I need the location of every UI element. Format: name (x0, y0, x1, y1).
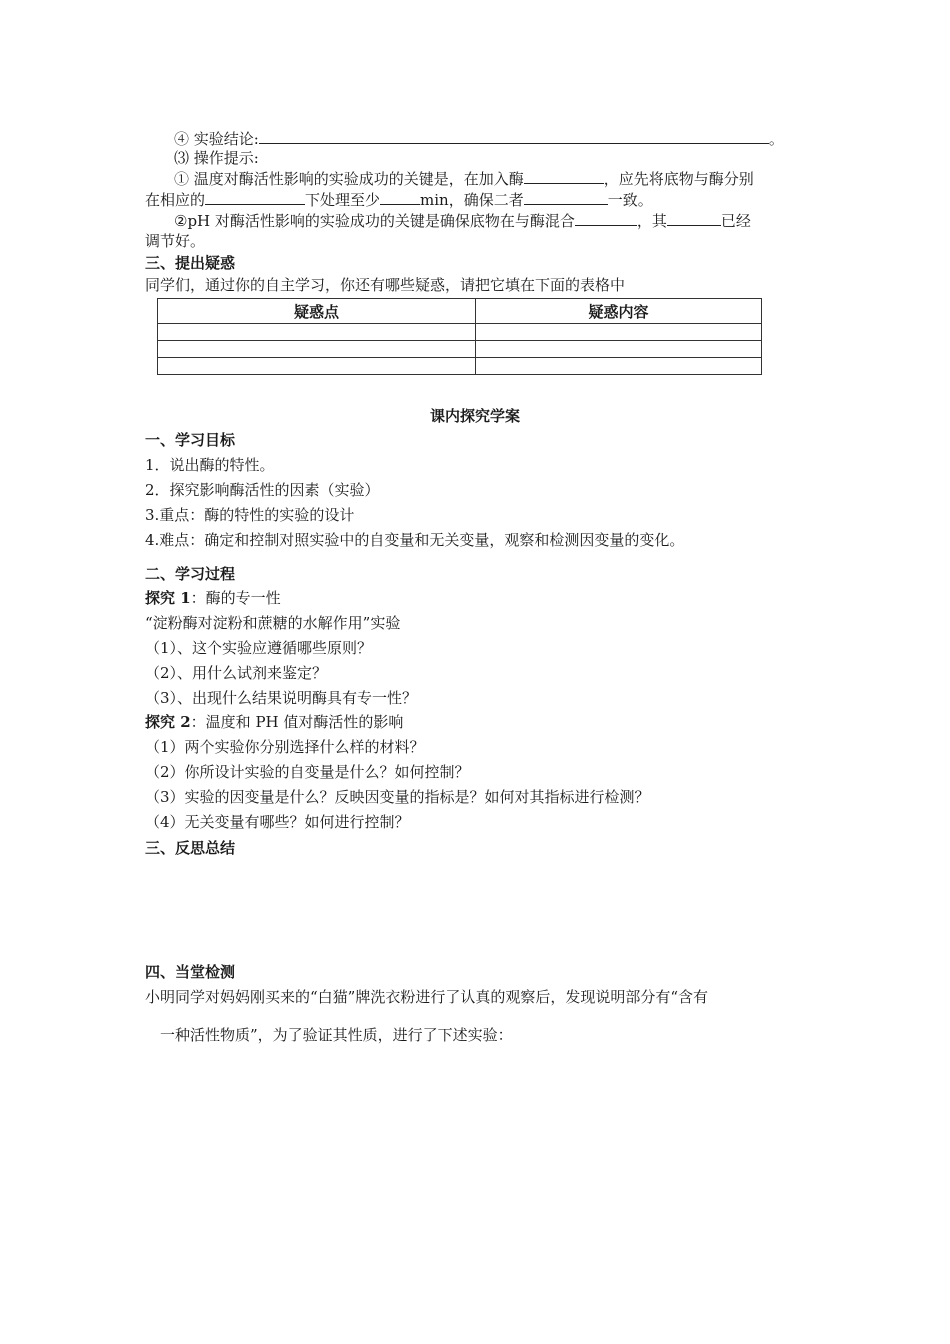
table-cell[interactable] (476, 358, 762, 375)
tip2-text-c: 已经 (720, 212, 751, 230)
tip2-blank-1[interactable] (575, 210, 637, 226)
inquiry1-line: （3）、出现什么结果说明酶具有专一性？ (145, 689, 418, 707)
inquiry1-line: “淀粉酶对淀粉和蔗糖的水解作用”实验 (145, 614, 401, 632)
tip1-line2 (145, 189, 653, 210)
plan-title: 课内探究学案 (429, 407, 520, 425)
conclusion-blank[interactable] (259, 128, 769, 144)
tip2-line1 (174, 210, 751, 231)
tip2-blank-2[interactable] (667, 210, 721, 226)
table-cell[interactable] (158, 341, 476, 358)
inquiry2-label: 探究 2 (145, 713, 191, 731)
process-heading: 二、学习过程 (145, 565, 236, 583)
doubt-column-content: 疑惑内容 (476, 299, 762, 324)
tip1-text-f: 一致。 (607, 191, 653, 209)
reflect-heading: 三、反思总结 (145, 839, 236, 857)
section3-intro: 同学们，通过你的自主学习，你还有哪些疑惑，请把它填在下面的表格中 (145, 276, 626, 294)
conclusion-line (174, 128, 784, 149)
test-line-2: 一种活性物质”，为了验证其性质，进行了下述实验： (160, 1026, 513, 1044)
tip1-line1 (174, 168, 754, 189)
inquiry1-text: ：酶的专一性 (190, 589, 281, 607)
tip1-text-e: min，确保二者 (420, 191, 524, 209)
tip1-text-b: ，应先将底物与酶分别 (603, 170, 754, 188)
table-row (158, 341, 762, 358)
tip1-blank-1[interactable] (524, 168, 604, 184)
tip1-text-d: 下处理至少 (305, 191, 381, 209)
tip1-blank-4[interactable] (524, 189, 608, 205)
tips-heading: ⑶ 操作提示: (174, 149, 259, 167)
inquiry2-line: （3）实验的因变量是什么？反映因变量的指标是？如何对其指标进行检测？ (145, 788, 650, 806)
table-row (158, 358, 762, 375)
goal-item: 1．说出酶的特性。 (145, 456, 275, 474)
table-cell[interactable] (158, 358, 476, 375)
table-cell[interactable] (158, 324, 476, 341)
table-cell[interactable] (476, 324, 762, 341)
test-line-1: 小明同学对妈妈刚买来的“白猫”牌洗衣粉进行了认真的观察后，发现说明部分有“含有 (145, 988, 709, 1006)
tip2-text-b: ，其 (636, 212, 667, 230)
tip2-text-a: ②pH 对酶活性影响的实验成功的关键是确保底物在与酶混合 (174, 212, 575, 230)
tip2-line2: 调节好。 (145, 232, 206, 250)
test-heading: 四、当堂检测 (145, 963, 236, 981)
tip1-blank-2[interactable] (205, 189, 305, 205)
goal-item: 2．探究影响酶活性的因素（实验） (145, 481, 380, 499)
inquiry1-heading (145, 588, 281, 608)
inquiry1-label: 探究 1 (145, 589, 191, 607)
goal-item: 3.重点：酶的特性的实验的设计 (145, 506, 355, 524)
doubt-table-header (158, 299, 762, 324)
doubt-table (157, 298, 762, 375)
inquiry2-text: ：温度和 PH 值对酶活性的影响 (190, 713, 404, 731)
inquiry2-line: （2）你所设计实验的自变量是什么？如何控制？ (145, 763, 470, 781)
conclusion-label: ④ 实验结论: (174, 130, 259, 148)
goal-item: 4.难点：确定和控制对照实验中的自变量和无关变量，观察和检测因变量的变化。 (145, 531, 685, 549)
tip1-text-c: 在相应的 (145, 191, 206, 209)
inquiry2-line: （4）无关变量有哪些？如何进行控制？ (145, 813, 410, 831)
inquiry1-line: （2）、用什么试剂来鉴定？ (145, 664, 328, 682)
doubt-column-point: 疑惑点 (158, 299, 476, 324)
table-row (158, 324, 762, 341)
table-cell[interactable] (476, 341, 762, 358)
section3-heading: 三、提出疑惑 (145, 254, 236, 272)
inquiry1-line: （1）、这个实验应遵循哪些原则？ (145, 639, 373, 657)
conclusion-end: 。 (768, 130, 784, 148)
inquiry2-line: （1）两个实验你分别选择什么样的材料？ (145, 738, 425, 756)
goals-heading: 一、学习目标 (145, 431, 236, 449)
tip1-text-a: ① 温度对酶活性影响的实验成功的关键是，在加入酶 (174, 170, 524, 188)
inquiry2-heading (145, 712, 403, 732)
tip1-blank-3[interactable] (380, 189, 420, 205)
